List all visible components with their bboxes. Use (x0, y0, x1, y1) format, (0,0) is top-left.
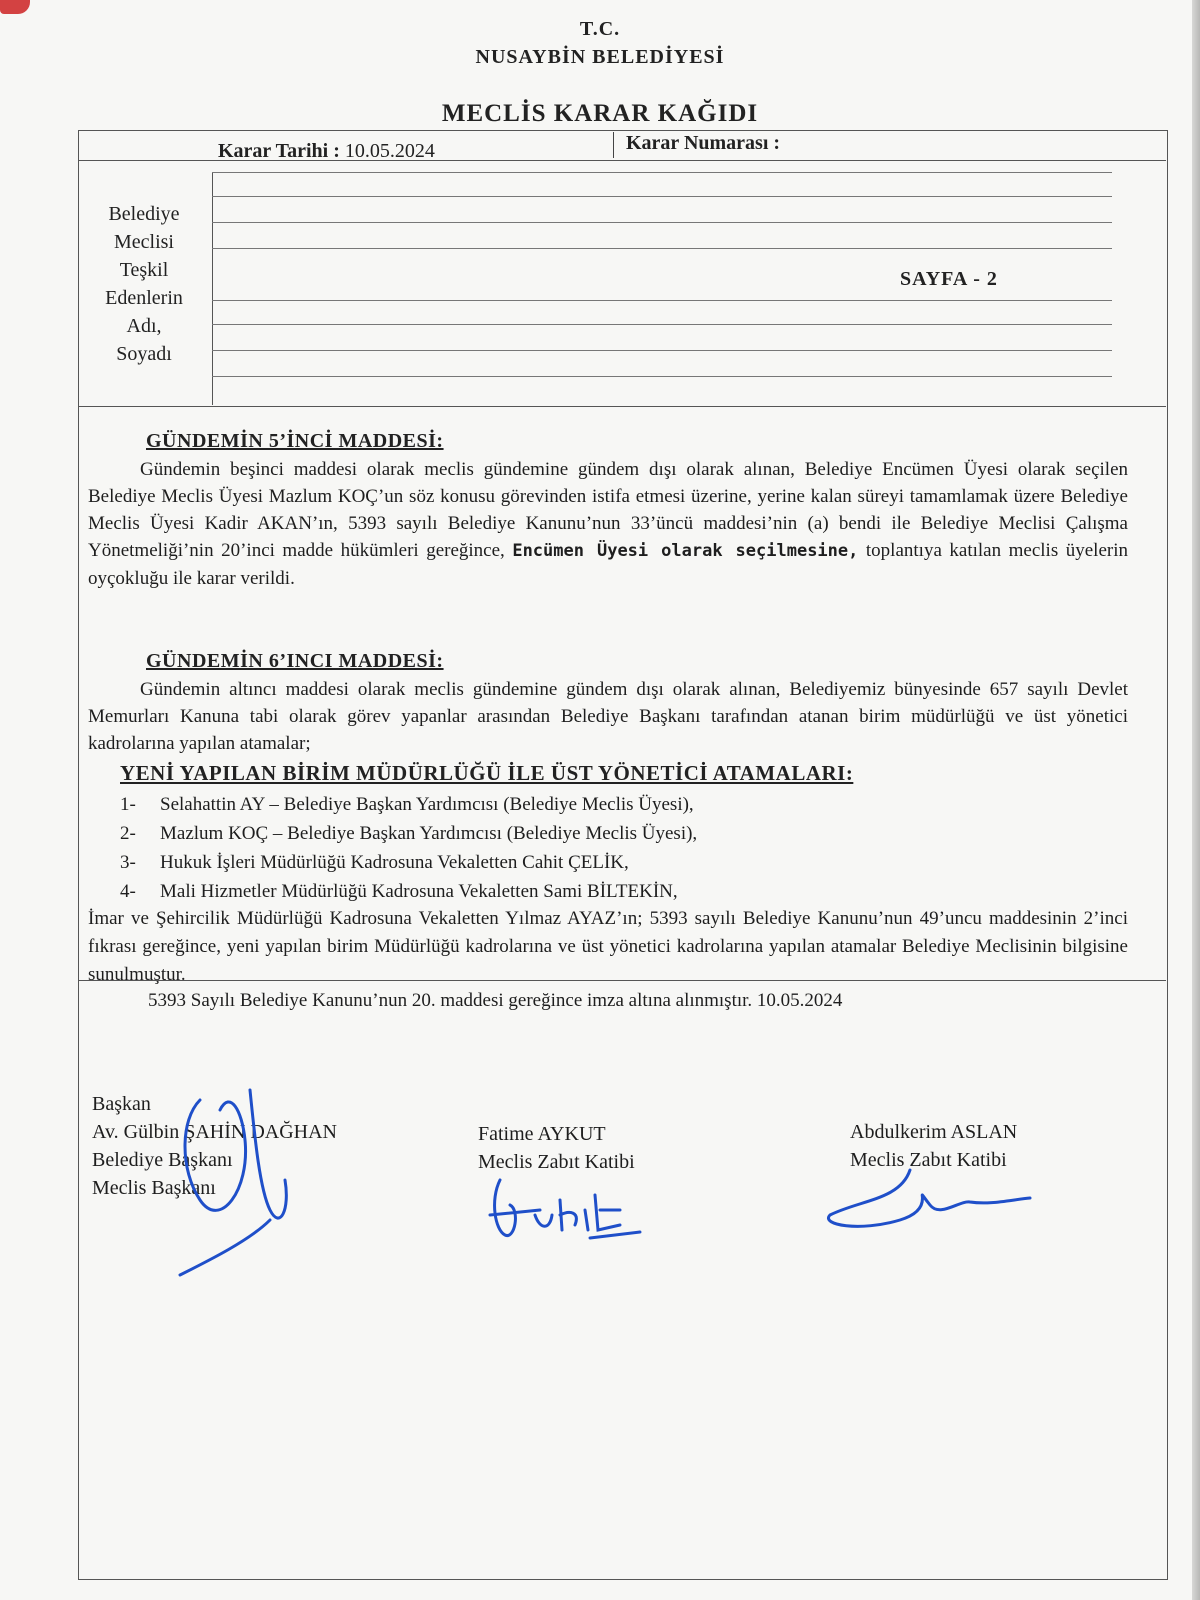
item6-text: Gündemin altıncı maddesi olarak meclis gündemine gündem dışı olarak alınan, Belediyemiz bünyesinde 657 sayılı Devlet Memurları Kanuna tabi olarak görev yapanlar arasından Belediye Başkanı tarafından atanan birim müdürlüğü ve üst yönetici kadrolarına yapılan atamalar; (88, 679, 1128, 754)
list-item (120, 877, 1120, 906)
member-line (212, 324, 1112, 325)
list-item-number: 2- (120, 823, 136, 844)
item5-text-end: toplantıya katılan meclis üyelerin oyçokluğu ile karar verildi. (88, 540, 1128, 589)
signatory-line: Meclis Zabıt Katibi (478, 1151, 635, 1173)
item6-continuation: İmar ve Şehircilik Müdürlüğü Kadrosuna Vekaletten Yılmaz AYAZ’ın; 5393 sayılı Belediye Kanunu’nun 49’uncu maddesinin 2’inci fıkrası gereğince, yeni yapılan birim Müdürlüğü kadrolarına ve üst yönetici kadrolarına yapılan atamalar Belediye Meclisinin bilgisine sunulmuştur. (88, 908, 1128, 985)
red-mark-corner (0, 0, 30, 14)
signatory-clerk-1 (478, 1120, 635, 1176)
item5-bold-text: Encümen Üyesi olarak seçilmesine, (512, 541, 859, 561)
signatory-line: Fatime AYKUT (478, 1123, 606, 1145)
list-item-number: 4- (120, 881, 136, 902)
list-item-number: 3- (120, 852, 136, 873)
member-line (212, 376, 1112, 377)
member-line (212, 196, 1112, 197)
member-line (212, 222, 1112, 223)
item6-paragraph (88, 676, 1128, 757)
signatory-line: Av. Gülbin ŞAHİN DAĞHAN (92, 1121, 337, 1143)
decision-date-value: 10.05.2024 (344, 140, 435, 162)
signature-chairman (170, 1080, 310, 1280)
signatory-line: Meclis Zabıt Katibi (850, 1149, 1007, 1171)
item6-heading: GÜNDEMİN 6’INCI MADDESİ: (146, 650, 444, 672)
section-divider (78, 980, 1166, 981)
item5-paragraph (88, 456, 1128, 592)
list-item-text: Hukuk İşleri Müdürlüğü Kadrosuna Vekaletten Cahit ÇELİK, (160, 852, 629, 873)
page-number: SAYFA - 2 (900, 268, 998, 290)
members-label-line: Teşkil (119, 259, 169, 281)
member-line (212, 350, 1112, 351)
appointments-heading: YENİ YAPILAN BİRİM MÜDÜRLÜĞÜ İLE ÜST YÖNETİCİ ATAMALARI: (120, 761, 854, 785)
list-item (120, 819, 1120, 848)
header-municipality: NUSAYBİN BELEDİYESİ (475, 46, 725, 68)
list-item-number: 1- (120, 794, 136, 815)
members-label (84, 200, 204, 368)
signatory-line: Belediye Başkanı (92, 1149, 233, 1171)
header-tc: T.C. (579, 18, 621, 40)
members-label-line: Edenlerin (105, 287, 183, 309)
members-label-line: Adı, (126, 315, 162, 337)
member-line (212, 248, 1112, 249)
decision-number-label: Karar Numarası : (626, 132, 781, 154)
list-item-text: Selahattin AY – Belediye Başkan Yardımcısı (Belediye Meclis Üyesi), (160, 794, 694, 815)
members-label-line: Soyadı (116, 343, 172, 365)
signatory-line: Meclis Başkanı (92, 1177, 216, 1199)
signature-clerk-2 (820, 1160, 1040, 1240)
signatory-line: Başkan (92, 1093, 151, 1115)
signatory-line: Abdulkerim ASLAN (850, 1121, 1018, 1143)
scan-edge (1192, 0, 1200, 1600)
list-item-text: Mali Hizmetler Müdürlüğü Kadrosuna Vekaletten Sami BİLTEKİN, (160, 881, 678, 902)
list-item (120, 848, 1120, 877)
decision-date-label: Karar Tarihi : (218, 140, 340, 162)
members-box (78, 160, 1166, 407)
list-item-text: Mazlum KOÇ – Belediye Başkan Yardımcısı (Belediye Meclis Üyesi), (160, 823, 698, 844)
item5-text: Gündemin beşinci maddesi olarak meclis gündemine gündem dışı olarak alınan, Belediye Encümen Üyesi olarak seçilen Belediye Meclis Üyesi Mazlum KOÇ’un söz konusu görevinden istifa etmesi üzerine, yerine kalan süreyi tamamlamak üzere Belediye Meclis Üyesi Kadir AKAN’ın, 5393 sayılı Belediye Kanunu’nun 33’üncü maddesi’nin (a) bendi ile Belediye Meclisi Çalışma Yönetmeliği’nin 20’inci madde hükümleri gereğince, (88, 459, 1128, 561)
member-line (212, 172, 1112, 173)
document-title: MECLİS KARAR KAĞIDI (441, 100, 759, 127)
member-line (212, 300, 1112, 301)
signature-clerk-1 (480, 1170, 650, 1250)
members-divider (212, 172, 213, 405)
members-label-line: Meclisi (114, 231, 174, 253)
decision-separator (613, 132, 614, 158)
appointments-list (120, 790, 1120, 906)
members-label-line: Belediye (108, 203, 180, 225)
list-item (120, 790, 1120, 819)
item5-heading: GÜNDEMİN 5’İNCİ MADDESİ: (146, 430, 444, 452)
signature-footnote: 5393 Sayılı Belediye Kanunu’nun 20. maddesi gereğince imza altına alınmıştır. 10.05.2024 (148, 990, 843, 1011)
